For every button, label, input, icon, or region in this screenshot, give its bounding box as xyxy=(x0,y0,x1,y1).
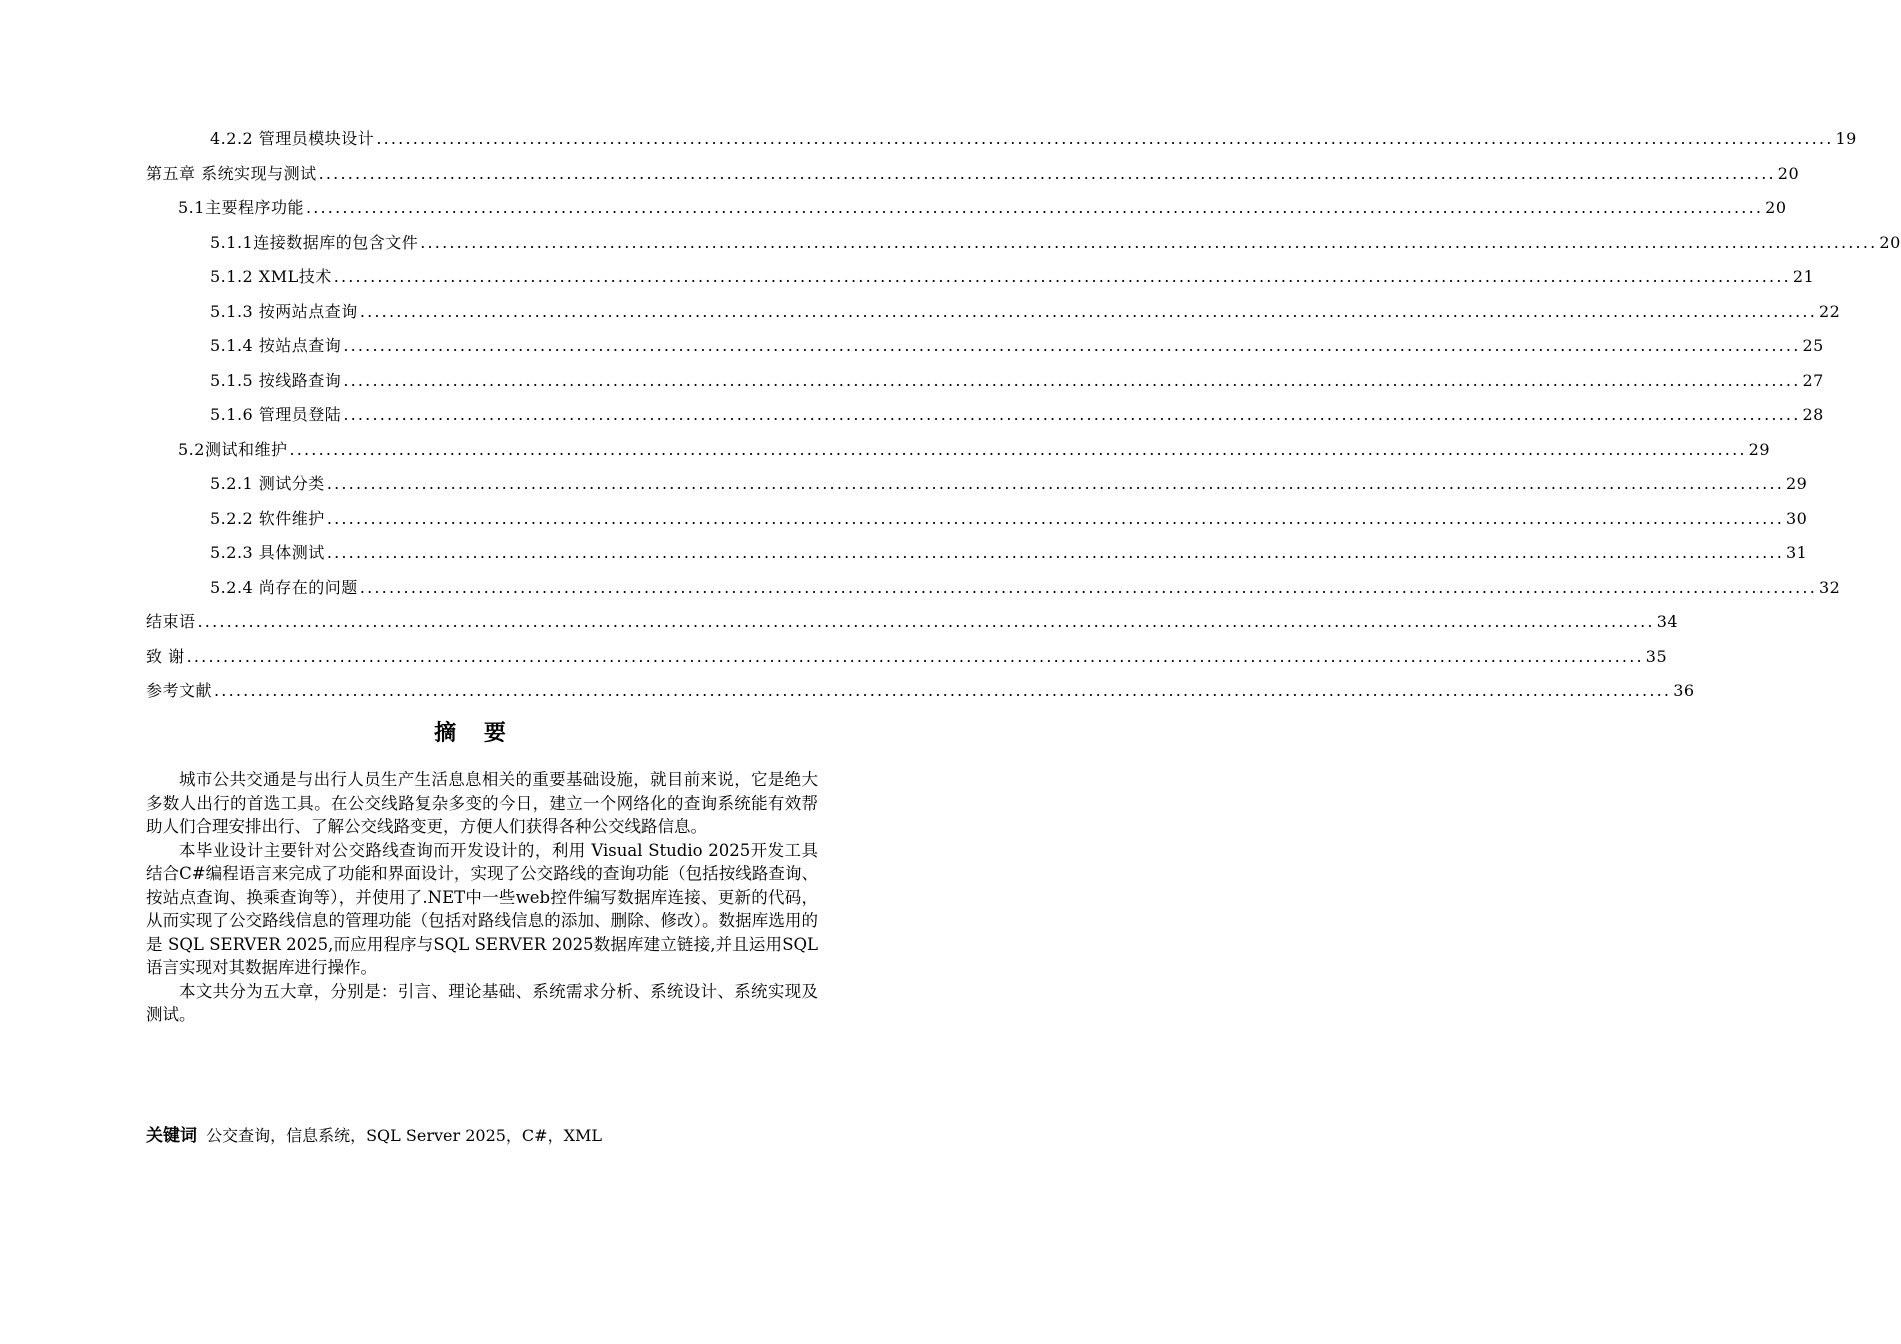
toc-entry xyxy=(146,295,1841,330)
toc-entry xyxy=(146,536,1808,571)
toc-leader-dots: ........................................................................................................................................................................................................ xyxy=(420,232,1878,252)
toc-entry-title: 5.1.3 按两站点查询 xyxy=(210,301,358,321)
toc-entry xyxy=(146,605,1679,640)
toc-leader-dots: ........................................................................................................................................................................................................ xyxy=(186,646,1644,666)
toc-leader-dots: ........................................................................................................................................................................................................ xyxy=(376,129,1834,148)
keywords xyxy=(146,1124,818,1148)
toc-leader-dots: ........................................................................................................................................................................................................ xyxy=(359,301,1817,321)
abstract-paragraph: 城市公共交通是与出行人员生产生活息息相关的重要基础设施，就目前来说，它是绝大多数人出行的首选工具。在公交线路复杂多变的今日，建立一个网络化的查询系统能有效帮助人们合理安排出行、了解公交线路变更，方便人们获得各种公交线路信息。 xyxy=(146,770,818,836)
toc-entry-page: 31 xyxy=(1786,543,1808,562)
abstract-paragraph: 本毕业设计主要针对公交路线查询而开发设计的，利用 Visual Studio 2025开发工具结合C#编程语言来完成了功能和界面设计，实现了公交路线的查询功能（包括按线路查询、按站点查询、换乘查询等），并使用了.NET中一些web控件编写数据库连接、更新的代码，从而实现了公交路线信息的管理功能（包括对路线信息的添加、删除、修改）。数据库选用的是 SQL SERVER 2025,而应用程序与SQL SERVER 2025数据库建立链接,并且运用SQL 语言实现对其数据库进行操作。 xyxy=(146,840,818,977)
toc-entry-title: 4.2.2 管理员模块设计 xyxy=(210,129,375,148)
toc-entry xyxy=(146,467,1808,502)
toc-leader-dots: ........................................................................................................................................................................................................ xyxy=(318,163,1776,183)
toc-entry xyxy=(146,398,1824,433)
toc-entry-title: 5.1.4 按站点查询 xyxy=(210,336,342,355)
toc-entry-page: 35 xyxy=(1645,646,1668,666)
toc-entry-page: 32 xyxy=(1819,577,1841,597)
toc-entry-title: 5.2.2 软件维护 xyxy=(210,508,325,528)
toc-entry-page: 29 xyxy=(1786,474,1808,493)
toc-entry-title: 5.1.5 按线路查询 xyxy=(210,370,342,390)
toc-entry-page: 20 xyxy=(1879,232,1901,252)
toc-entry xyxy=(146,502,1808,537)
toc-leader-dots: ........................................................................................................................................................................................................ xyxy=(305,198,1764,217)
toc-entry xyxy=(146,640,1668,675)
keywords-text: 公交查询，信息系统，SQL Server 2025，C#，XML xyxy=(206,1126,602,1145)
toc-entry xyxy=(146,226,1901,261)
abstract-body xyxy=(146,768,818,1027)
toc-leader-dots: ........................................................................................................................................................................................................ xyxy=(343,405,1801,424)
toc-entry-title: 5.1.2 XML技术 xyxy=(210,267,332,286)
toc-leader-dots: ........................................................................................................................................................................................................ xyxy=(197,612,1655,631)
toc-entry-title: 5.1.6 管理员登陆 xyxy=(210,405,342,424)
toc-entry-page: 27 xyxy=(1802,370,1824,390)
toc-entry-page: 29 xyxy=(1748,439,1770,459)
toc-entry-page: 30 xyxy=(1786,508,1808,528)
toc-leader-dots: ........................................................................................................................................................................................................ xyxy=(343,336,1801,355)
toc-entry-title: 5.1.1连接数据库的包含文件 xyxy=(210,232,419,252)
keywords-label: 关键词 xyxy=(146,1126,197,1146)
toc-entry-title: 结束语 xyxy=(146,612,196,631)
toc-entry-title: 第五章 系统实现与测试 xyxy=(146,163,317,183)
toc-entry-title: 5.2.3 具体测试 xyxy=(210,543,325,562)
toc-entry-title: 5.1主要程序功能 xyxy=(178,198,304,217)
toc-entry xyxy=(146,364,1824,399)
toc-entry-title: 参考文献 xyxy=(146,681,213,700)
toc-entry-page: 36 xyxy=(1673,681,1695,700)
toc-leader-dots: ........................................................................................................................................................................................................ xyxy=(326,474,1784,493)
toc-leader-dots: ........................................................................................................................................................................................................ xyxy=(289,439,1747,459)
toc-entry-page: 21 xyxy=(1792,267,1815,286)
toc-entry-title: 5.2.1 测试分类 xyxy=(210,474,325,493)
toc-entry-page: 28 xyxy=(1802,405,1824,424)
toc-leader-dots: ........................................................................................................................................................................................................ xyxy=(333,267,1791,286)
toc-entry xyxy=(146,191,1787,226)
toc-entry-page: 20 xyxy=(1765,198,1787,217)
toc-entry xyxy=(146,157,1800,192)
toc-entry-page: 20 xyxy=(1777,163,1800,183)
toc-leader-dots: ........................................................................................................................................................................................................ xyxy=(326,543,1784,562)
toc-entry xyxy=(146,674,1695,709)
toc-entry-page: 19 xyxy=(1835,129,1857,148)
toc-entry xyxy=(146,433,1770,468)
table-of-contents xyxy=(146,122,1901,709)
toc-entry xyxy=(146,571,1841,606)
toc-leader-dots: ........................................................................................................................................................................................................ xyxy=(214,681,1672,700)
abstract-heading: 摘 要 xyxy=(434,721,516,746)
toc-entry-page: 34 xyxy=(1656,612,1679,631)
abstract-paragraph: 本文共分为五大章，分别是：引言、理论基础、系统需求分析、系统设计、系统实现及测试。 xyxy=(146,981,818,1024)
toc-leader-dots: ........................................................................................................................................................................................................ xyxy=(326,508,1784,528)
toc-leader-dots: ........................................................................................................................................................................................................ xyxy=(343,370,1801,390)
toc-entry-page: 25 xyxy=(1802,336,1824,355)
toc-entry xyxy=(146,260,1815,295)
toc-entry-title: 致 谢 xyxy=(146,646,185,666)
toc-leader-dots: ........................................................................................................................................................................................................ xyxy=(359,577,1817,597)
toc-entry-title: 5.2测试和维护 xyxy=(178,439,288,459)
toc-entry xyxy=(146,122,1857,157)
toc-entry-page: 22 xyxy=(1819,301,1841,321)
toc-entry-title: 5.2.4 尚存在的问题 xyxy=(210,577,358,597)
toc-entry xyxy=(146,329,1824,364)
